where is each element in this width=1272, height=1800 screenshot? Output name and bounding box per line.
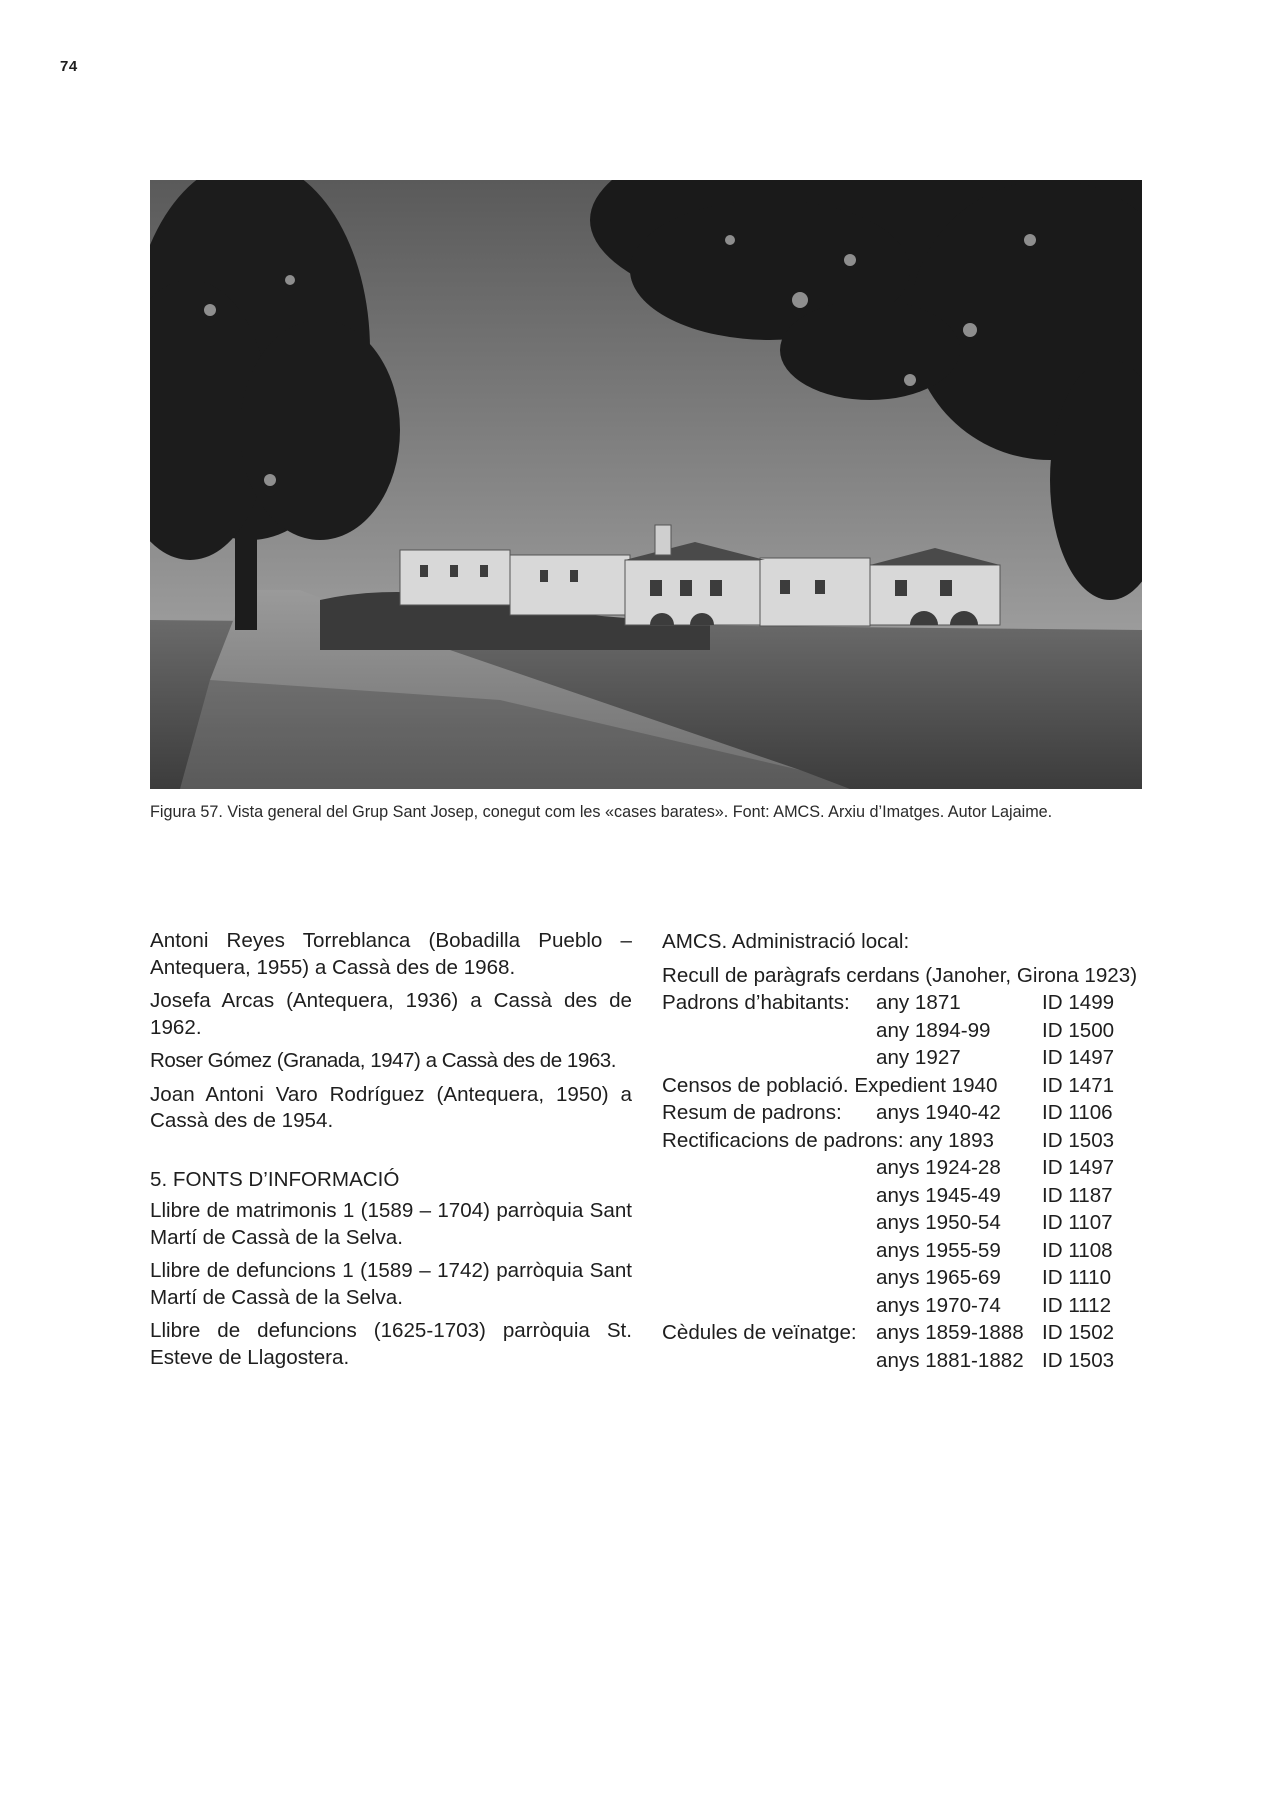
- person-entry: Josefa Arcas (Antequera, 1936) a Cassà des de 1962.: [150, 989, 632, 1039]
- table-row: anys 1924-28 ID 1497: [876, 1156, 1115, 1179]
- archive-heading: AMCS. Administració local:: [662, 930, 910, 953]
- table-row: Cèdules de veïnatge: anys 1859-1888 ID 1502: [662, 1321, 1115, 1344]
- figure-photo: [150, 180, 1142, 789]
- table-row: any 1894-99 ID 1500: [876, 1018, 1115, 1042]
- table-row: anys 1965-69 ID 1110: [876, 1266, 1112, 1289]
- person-entry: Roser Gómez (Granada, 1947) a Cassà des de 1963.: [150, 1049, 616, 1072]
- table-row: Censos de població. Expedient 1940 ID 1471: [662, 1073, 1115, 1097]
- table-row: Resum de padrons: anys 1940-42 ID 1106: [662, 1101, 1113, 1124]
- source-entry: Llibre de defuncions 1 (1589 – 1742) parròquia Sant Martí de Cassà de la Selva.: [150, 1259, 632, 1309]
- recull-line: Recull de paràgrafs cerdans (Janoher, Girona 1923): [662, 963, 1138, 987]
- photo-village-view: [150, 180, 1142, 789]
- section-heading: 5. FONTS D’INFORMACIÓ: [150, 1167, 400, 1191]
- source-entry: Llibre de defuncions (1625-1703) parròquia St. Esteve de Llagostera.: [150, 1319, 632, 1369]
- page-number: 74: [60, 58, 78, 75]
- right-column: [662, 928, 1148, 1374]
- table-row: Padrons d’habitants: any 1871 ID 1499: [662, 991, 1115, 1014]
- source-entry: Llibre de matrimonis 1 (1589 – 1704) parròquia Sant Martí de Cassà de la Selva.: [150, 1199, 632, 1249]
- archive-table: [662, 989, 1148, 1374]
- table-row: anys 1881-1882 ID 1503: [876, 1348, 1115, 1372]
- table-row: Rectificacions de padrons: any 1893 ID 1503: [662, 1128, 1115, 1152]
- table-row: anys 1950-54 ID 1107: [876, 1211, 1113, 1234]
- table-row: anys 1970-74 ID 1112: [876, 1293, 1112, 1317]
- table-row: anys 1945-49 ID 1187: [876, 1183, 1113, 1207]
- figure-caption: Figura 57. Vista general del Grup Sant Josep, conegut com les «cases barates». Font: AMCS. Arxiu d’Imatges. Autor Lajaime.: [150, 803, 1053, 821]
- left-column: [150, 928, 632, 1378]
- person-entry: Antoni Reyes Torreblanca (Bobadilla Pueblo – Antequera, 1955) a Cassà des de 1968.: [150, 929, 632, 979]
- table-row: anys 1955-59 ID 1108: [876, 1238, 1113, 1262]
- table-row: any 1927 ID 1497: [876, 1046, 1115, 1069]
- person-entry: Joan Antoni Varo Rodríguez (Antequera, 1950) a Cassà des de 1954.: [150, 1082, 632, 1132]
